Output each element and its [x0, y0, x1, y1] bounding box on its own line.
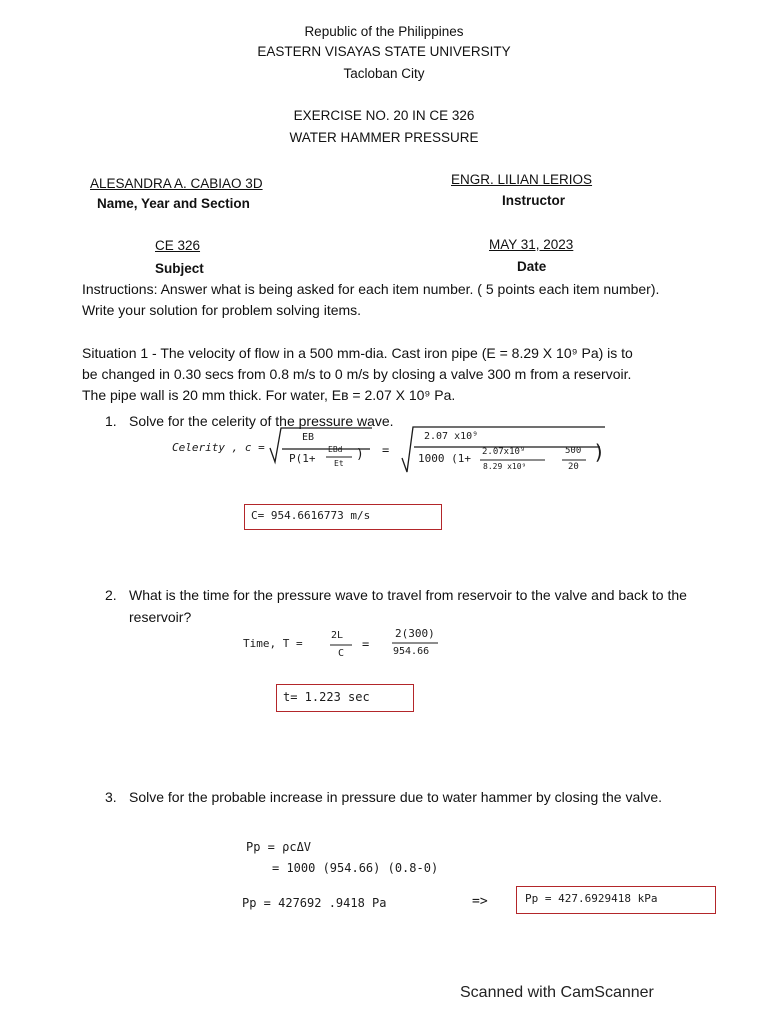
- celerity-equals: =: [382, 443, 390, 457]
- situation-line-3: The pipe wall is 20 mm thick. For water, Eʙ = 2.07 X 10⁹ Pa.: [82, 387, 456, 403]
- celerity-den-b-top: 2.07x10⁹: [482, 447, 526, 457]
- camscanner-watermark: Scanned with CamScanner: [460, 984, 654, 1001]
- subject-value: CE 326: [155, 238, 201, 253]
- time-equals: =: [362, 637, 370, 651]
- exercise-title: EXERCISE NO. 20 IN CE 326: [293, 108, 475, 123]
- celerity-label: Celerity , c =: [172, 441, 265, 454]
- question-number: 3.: [105, 789, 117, 805]
- question-number: 1.: [105, 413, 117, 429]
- celerity-num-2: 2.07 x10⁹: [424, 431, 479, 442]
- celerity-frac-bot: Et: [334, 459, 344, 468]
- celerity-eb: EB: [302, 432, 315, 443]
- implies-arrow: =>: [472, 894, 488, 909]
- celerity-paren: ): [356, 447, 364, 462]
- header-city: Tacloban City: [343, 66, 425, 81]
- time-answer-box: [276, 684, 414, 712]
- situation-line-1: Situation 1 - The velocity of flow in a 500 mm-dia. Cast iron pipe (E = 8.29 X 10⁹ Pa) is to: [82, 345, 633, 361]
- time-answer: t= 1.223 sec: [283, 690, 370, 704]
- pp-value: Pp = 427692 .9418 Pa: [242, 896, 387, 910]
- time-frac-bot: C: [338, 648, 345, 659]
- celerity-answer: C= 954.6616773 m/s: [251, 509, 371, 522]
- question-text: Solve for the celerity of the pressure wave.: [129, 413, 394, 429]
- topic-title: WATER HAMMER PRESSURE: [289, 130, 479, 145]
- celerity-den-b-bot: 8.29 x10⁹: [483, 462, 527, 471]
- date-label: Date: [517, 259, 547, 274]
- subject-label: Subject: [155, 261, 204, 276]
- celerity-den-c-bot: 20: [568, 462, 579, 472]
- celerity-frac-top: EBd: [328, 445, 343, 454]
- name-value: ALESANDRA A. CABIAO 3D: [90, 176, 263, 191]
- header-country: Republic of the Philippines: [304, 24, 464, 39]
- time-sub-bot: 954.66: [393, 646, 430, 657]
- time-label: Time, T =: [243, 637, 303, 650]
- celerity-den-a: 1000 (1+: [418, 452, 471, 465]
- question-text: Solve for the probable increase in pressure due to water hammer by closing the valve.: [129, 789, 663, 805]
- pressure-answer: Pp = 427.6929418 kPa: [525, 892, 658, 905]
- celerity-paren-close: ): [593, 440, 606, 464]
- time-sub-top: 2(300): [395, 627, 435, 640]
- instructions: Instructions: Answer what is being asked for each item number. ( 5 points each item number). Write your solution for problem solving items.: [82, 281, 660, 318]
- instructor-label: Instructor: [502, 193, 566, 208]
- situation-line-2: be changed in 0.30 secs from 0.8 m/s to 0 m/s by closing a valve 300 m from a reservoir.: [82, 366, 632, 382]
- question-number: 2.: [105, 587, 117, 603]
- question-text: What is the time for the pressure wave to travel from reservoir to the valve and back to the reservoir?: [129, 587, 687, 625]
- pp-substitution: = 1000 (954.66) (0.8-0): [272, 861, 439, 875]
- pp-formula: Pp = ρcΔV: [246, 840, 312, 854]
- instructor-value: ENGR. LILIAN LERIOS: [451, 172, 593, 187]
- name-label: Name, Year and Section: [97, 196, 250, 211]
- time-frac-top: 2L: [331, 630, 344, 641]
- celerity-rho: P(1+: [289, 452, 316, 465]
- date-value: MAY 31, 2023: [489, 237, 574, 252]
- celerity-den-c-top: 500: [565, 446, 582, 456]
- header-university: EASTERN VISAYAS STATE UNIVERSITY: [257, 44, 511, 59]
- pressure-answer-box: [516, 886, 716, 914]
- celerity-answer-box: [244, 504, 442, 530]
